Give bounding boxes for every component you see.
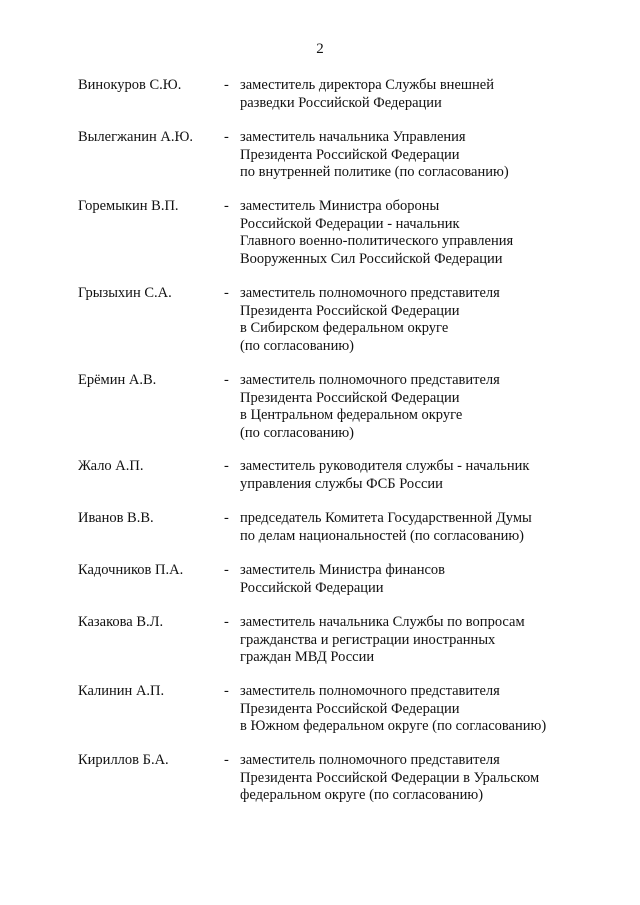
position-description bbox=[240, 458, 600, 493]
description-line: заместитель начальника Управления bbox=[240, 129, 466, 145]
description-line: управления службы ФСБ России bbox=[240, 475, 443, 492]
description-line: по внутренней политике (по согласованию) bbox=[240, 164, 509, 180]
list-item bbox=[0, 372, 640, 444]
separator-dash: - bbox=[224, 752, 229, 768]
separator-dash: - bbox=[224, 198, 229, 214]
position-description bbox=[240, 752, 600, 805]
description-line: гражданства и регистрации иностранных bbox=[240, 631, 496, 648]
description-line: в Южном федеральном округе (по согласованию) bbox=[240, 718, 547, 734]
separator-dash: - bbox=[224, 458, 229, 474]
description-line: федеральном округе (по согласованию) bbox=[240, 787, 484, 803]
person-name: Кириллов Б.А. bbox=[78, 752, 169, 768]
position-description bbox=[240, 285, 600, 355]
description-line: заместитель директора Службы внешней bbox=[240, 77, 494, 93]
description-line: граждан МВД России bbox=[240, 649, 375, 665]
description-line: заместитель полномочного представителя bbox=[240, 752, 500, 768]
position-description bbox=[240, 614, 600, 667]
description-line: заместитель Министра обороны bbox=[240, 198, 440, 214]
list-item bbox=[0, 752, 640, 824]
person-name: Кадочников П.А. bbox=[78, 562, 184, 578]
separator-dash: - bbox=[224, 129, 229, 145]
description-line: Вооруженных Сил Российской Федерации bbox=[240, 250, 503, 267]
description-line: Президента Российской Федерации bbox=[240, 146, 460, 163]
description-line: Главного военно-политического управления bbox=[240, 233, 514, 249]
description-line: в Сибирском федеральном округе bbox=[240, 320, 449, 336]
person-name: Вылегжанин А.Ю. bbox=[78, 129, 194, 145]
person-name: Калинин А.П. bbox=[78, 683, 165, 699]
list-item bbox=[0, 129, 640, 201]
separator-dash: - bbox=[224, 614, 229, 630]
position-description bbox=[240, 683, 600, 736]
separator-dash: - bbox=[224, 285, 229, 301]
description-line: заместитель полномочного представителя bbox=[240, 285, 500, 301]
description-line: Президента Российской Федерации bbox=[240, 700, 460, 717]
description-line: Российской Федерации - начальник bbox=[240, 215, 460, 232]
person-name: Ерёмин А.В. bbox=[78, 372, 157, 388]
description-line: в Центральном федеральном округе bbox=[240, 407, 463, 423]
description-line: заместитель начальника Службы по вопросам bbox=[240, 614, 525, 630]
page-number: 2 bbox=[316, 41, 324, 57]
list-item bbox=[0, 198, 640, 270]
separator-dash: - bbox=[224, 372, 229, 388]
person-name: Винокуров С.Ю. bbox=[78, 77, 182, 93]
position-description bbox=[240, 562, 600, 597]
description-line: Президента Российской Федерации bbox=[240, 302, 460, 319]
description-line: заместитель полномочного представителя bbox=[240, 683, 500, 699]
person-name: Горемыкин В.П. bbox=[78, 198, 179, 214]
person-name: Казакова В.Л. bbox=[78, 614, 164, 630]
description-line: заместитель полномочного представителя bbox=[240, 372, 500, 388]
list-item bbox=[0, 285, 640, 357]
person-name: Иванов В.В. bbox=[78, 510, 154, 526]
description-line: Президента Российской Федерации bbox=[240, 389, 460, 406]
description-line: Президента Российской Федерации в Уральском bbox=[240, 769, 540, 786]
description-line: (по согласованию) bbox=[240, 424, 354, 441]
list-item bbox=[0, 683, 640, 755]
position-description bbox=[240, 510, 600, 545]
position-description bbox=[240, 198, 600, 268]
position-description bbox=[240, 372, 600, 442]
position-description bbox=[240, 129, 600, 182]
description-line: Российской Федерации bbox=[240, 579, 384, 596]
description-line: (по согласованию) bbox=[240, 337, 354, 354]
description-line: заместитель Министра финансов bbox=[240, 562, 445, 578]
separator-dash: - bbox=[224, 683, 229, 699]
person-name: Жало А.П. bbox=[78, 458, 144, 474]
separator-dash: - bbox=[224, 562, 229, 578]
description-line: разведки Российской Федерации bbox=[240, 94, 442, 111]
person-name: Грызыхин С.А. bbox=[78, 285, 172, 301]
separator-dash: - bbox=[224, 510, 229, 526]
position-description bbox=[240, 77, 600, 112]
description-line: председатель Комитета Государственной Думы bbox=[240, 510, 532, 526]
description-line: заместитель руководителя службы - начальник bbox=[240, 458, 530, 474]
description-line: по делам национальностей (по согласованию) bbox=[240, 527, 525, 544]
list-item bbox=[0, 614, 640, 686]
separator-dash: - bbox=[224, 77, 229, 93]
